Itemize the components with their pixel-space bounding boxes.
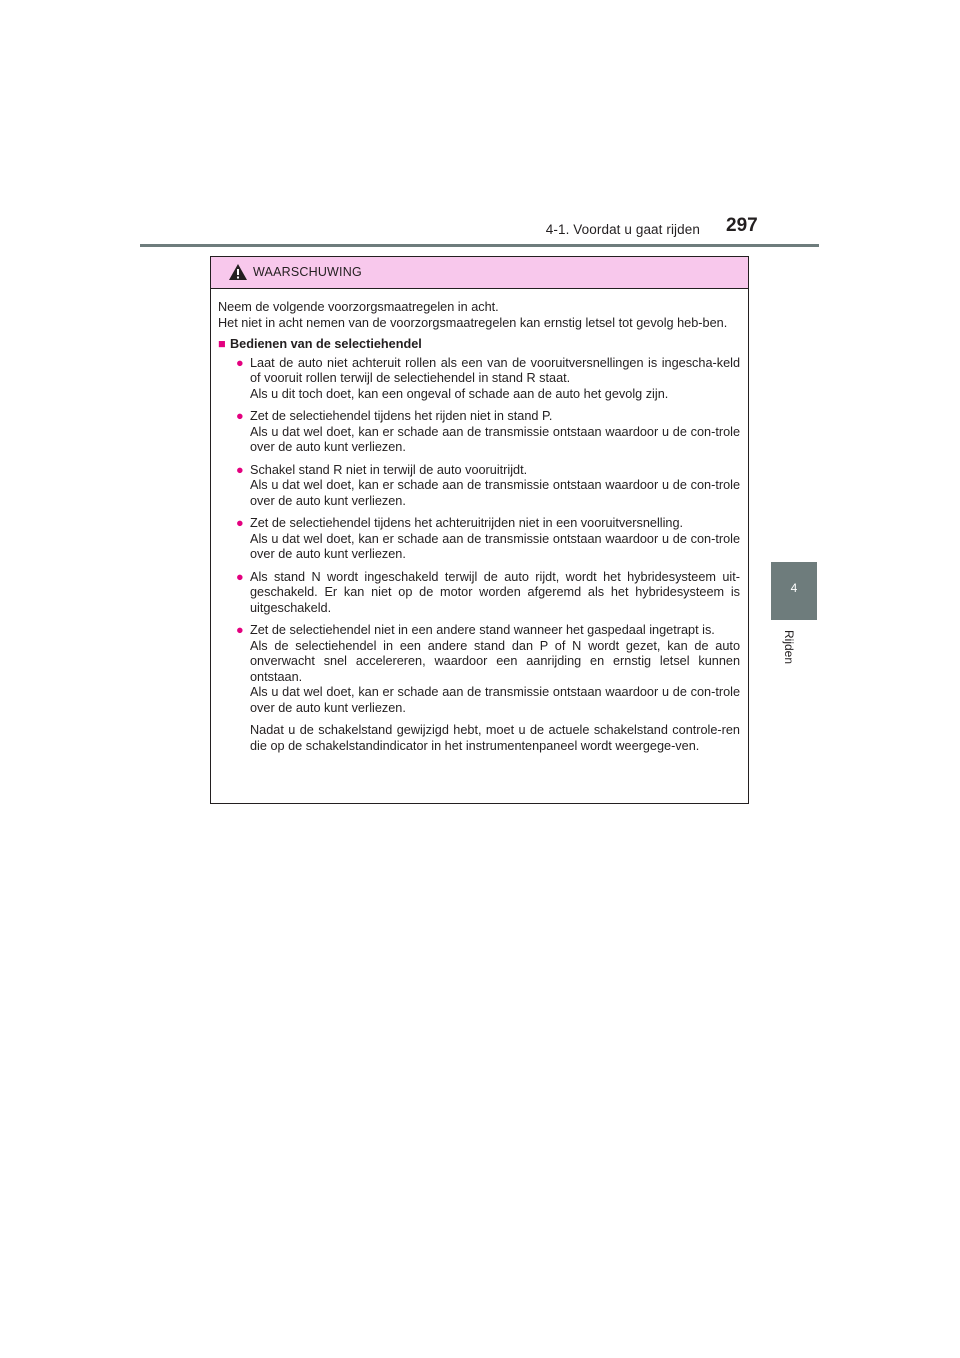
warning-box [210,256,749,804]
bullet-dot-icon: ● [236,516,244,530]
page-number: 297 [726,215,758,236]
chapter-number: 4 [790,581,798,595]
intro-line-1: Neem de volgende voorzorgsmaatregelen in acht. [218,300,499,314]
list-item-text: Zet de selectiehendel niet in een andere stand wanneer het gaspedaal ingetrapt is. [250,623,715,637]
section-title: 4-1. Voordat u gaat rijden [545,222,700,237]
warning-header [211,257,748,289]
list-item-text: Als de selectiehendel in een andere stand dan P of N wordt gezet, kan de auto onverwacht snel accelereren, waardoor een aanrijding en ernstig letsel kunnen ontstaan. [250,638,740,684]
bullet-dot-icon: ● [236,462,244,477]
warning-triangle-icon [228,263,248,281]
warning-title: WAARSCHUWING [253,265,362,279]
list-item [218,409,740,456]
list-item-text: Schakel stand R niet in terwijl de auto vooruitrijdt. [250,462,528,477]
bullet-dot-icon: ● [236,623,244,637]
list-item [218,623,740,716]
list-item-text: Zet de selectiehendel tijdens het achteruitrijden niet in een vooruitversnelling. [250,516,684,530]
section-heading [218,337,740,353]
list-item-text: Als stand N wordt ingeschakeld terwijl de auto rijdt, wordt het hybridesysteem uit-geschakeld. Er kan niet op de motor worden afgeremd als het hybridesysteem is uitgeschakeld. [250,569,740,615]
bullet-dot-icon: ● [236,355,244,370]
list-item-text: Als u dat wel doet, kan er schade aan de transmissie ontstaan waardoor u de con-trole over de auto kunt verliezen. [250,531,740,561]
list-item-text: Als u dat wel doet, kan er schade aan de transmissie ontstaan waardoor u de con-trole over de auto kunt verliezen. [250,478,740,508]
list-item [218,463,740,510]
list-item [218,516,740,563]
list-item-text: Als u dit toch doet, kan een ongeval of schade aan de auto het gevolg zijn. [250,386,669,401]
section-heading-text: Bedienen van de selectiehendel [230,337,422,351]
closing-paragraph: Nadat u de schakelstand gewijzigd hebt, moet u de actuele schakelstand controle-ren die op de schakelstandindicator in het instrumentenpaneel wordt weergege-ven. [250,723,740,753]
chapter-tab [771,562,817,620]
list-item [218,356,740,403]
list-item-text: Laat de auto niet achteruit rollen als een van de vooruitversnellingen is ingescha-keld of vooruit rollen terwijl de selectiehendel in stand R staat. [250,355,740,385]
chapter-label: Rijden [782,630,796,665]
list-item-text: Als u dat wel doet, kan er schade aan de transmissie ontstaan waardoor u de con-trole over de auto kunt verliezen. [250,685,740,715]
list-item-text: Als u dat wel doet, kan er schade aan de transmissie ontstaan waardoor u de con-trole over de auto kunt verliezen. [250,424,740,454]
bullet-dot-icon: ● [236,409,244,423]
intro-line-2: Het niet in acht nemen van de voorzorgsmaatregelen kan ernstig letsel tot gevolg heb-ben. [218,315,728,330]
bullet-dot-icon: ● [236,569,244,584]
header-divider [140,244,819,247]
list-item [218,570,740,617]
square-bullet-icon: ■ [218,337,226,351]
list-item-text: Zet de selectiehendel tijdens het rijden niet in stand P. [250,409,553,423]
warning-body [211,289,748,754]
